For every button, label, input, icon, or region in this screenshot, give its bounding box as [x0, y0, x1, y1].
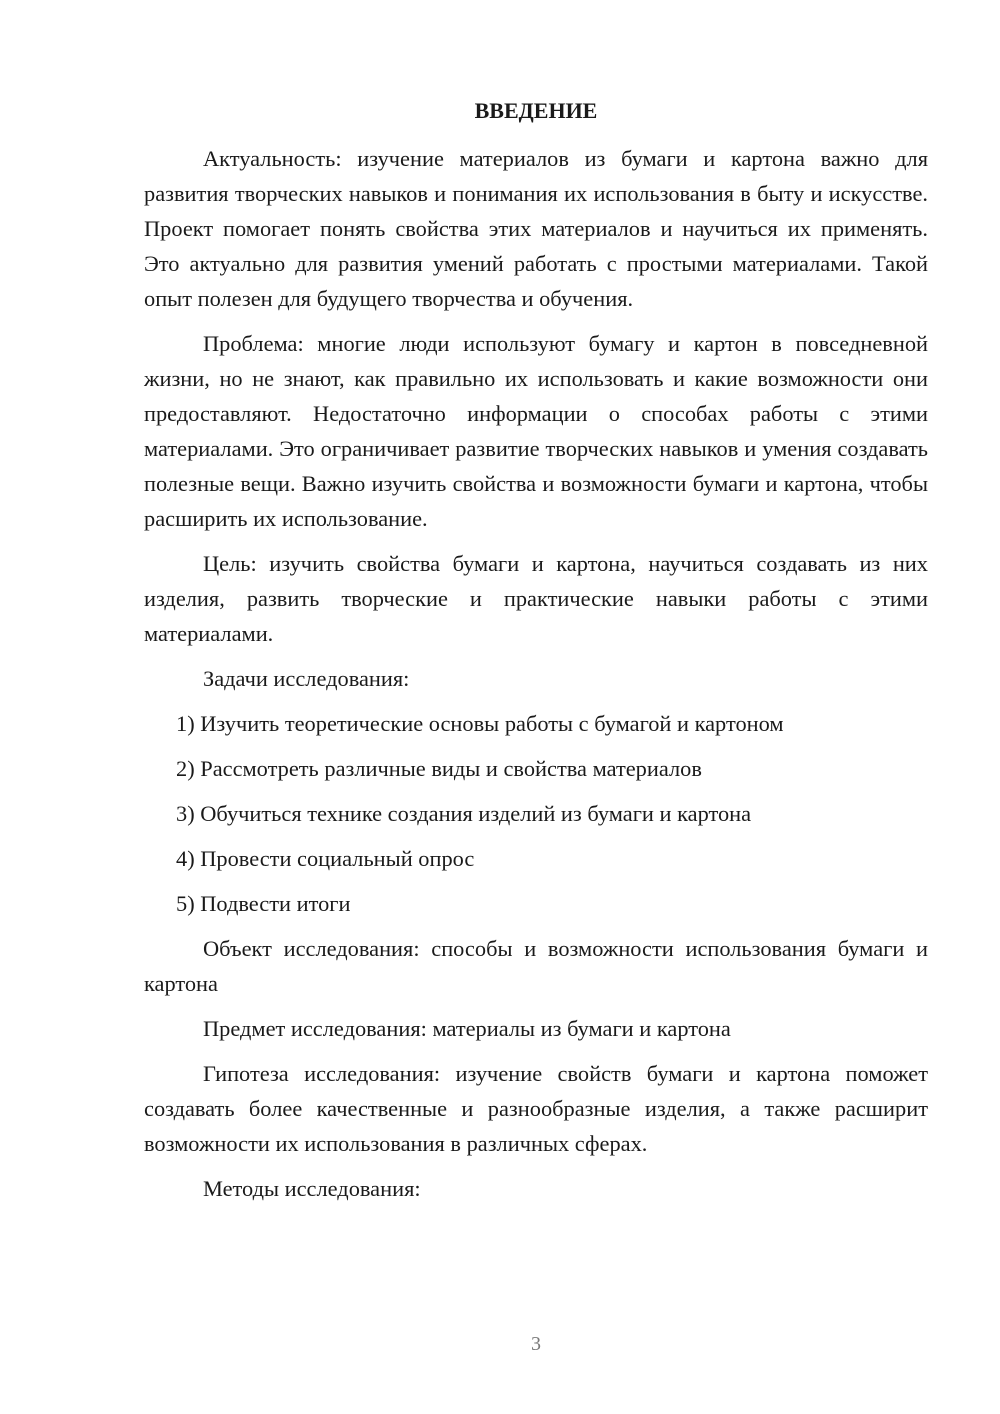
document-page	[144, 96, 928, 1216]
section-heading: ВВЕДЕНИЕ	[474, 98, 598, 123]
tasks-list	[144, 706, 928, 921]
list-item: 5) Подвести итоги	[176, 891, 351, 916]
list-item: 3) Обучиться технике создания изделий из бумаги и картона	[176, 801, 752, 826]
subject-paragraph: Предмет исследования: материалы из бумаги и картона	[203, 1016, 731, 1041]
tasks-heading: Задачи исследования:	[203, 666, 410, 691]
hypothesis-paragraph: Гипотеза исследования: изучение свойств бумаги и картона поможет создавать более качественные и разнообразные изделия, а также расширит возможности их использования в различных сферах.	[144, 1061, 928, 1156]
list-item: 4) Провести социальный опрос	[176, 846, 475, 871]
goal-paragraph: Цель: изучить свойства бумаги и картона, научиться создавать из них изделия, развить творческие и практические навыки работы с этими материалами.	[144, 551, 928, 646]
relevance-paragraph: Актуальность: изучение материалов из бумаги и картона важно для развития творческих навыков и понимания их использования в быту и искусстве. Проект помогает понять свойства этих материалов и научиться их применять. Это актуально для развития умений работать с простыми материалами. Такой опыт полезен для будущего творчества и обучения.	[144, 146, 928, 311]
problem-paragraph: Проблема: многие люди используют бумагу и картон в повседневной жизни, но не знают, как правильно их использовать и какие возможности они предоставляют. Недостаточно информации о способах работы с этими материалами. Это ограничивает развитие творческих навыков и умения создавать полезные вещи. Важно изучить свойства и возможности бумаги и картона, чтобы расширить их использование.	[144, 331, 928, 531]
object-paragraph: Объект исследования: способы и возможности использования бумаги и картона	[144, 936, 928, 996]
list-item: 1) Изучить теоретические основы работы с бумагой и картоном	[176, 711, 784, 736]
methods-heading: Методы исследования:	[203, 1176, 421, 1201]
page-number: 3	[531, 1333, 541, 1355]
list-item: 2) Рассмотреть различные виды и свойства материалов	[176, 756, 702, 781]
